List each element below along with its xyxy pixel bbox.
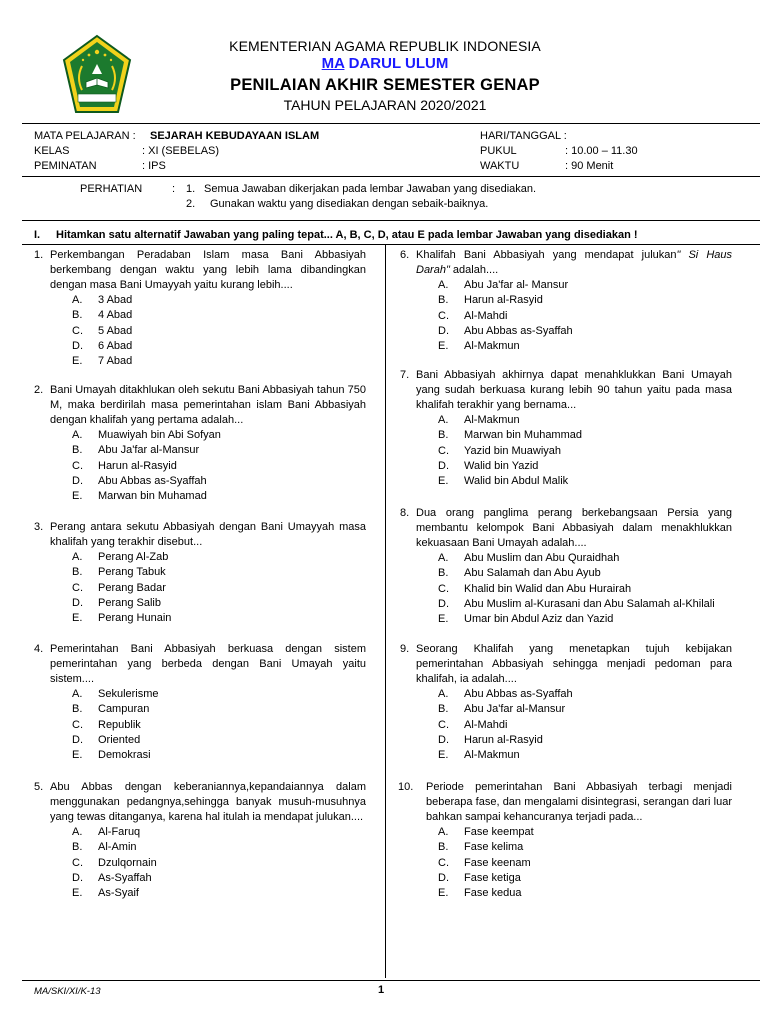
ministry-name: KEMENTERIAN AGAMA REPUBLIK INDONESIA: [229, 38, 541, 54]
option-list: [34, 550, 366, 626]
question-number: 1.: [34, 249, 44, 261]
option-text: Fase ketiga: [464, 871, 521, 884]
option-letter: B.: [438, 703, 449, 716]
option-letter: D.: [72, 871, 83, 884]
option-text: Al-Makmun: [464, 749, 520, 762]
major-value: : IPS: [142, 160, 166, 172]
option[interactable]: [34, 825, 366, 840]
option-letter: C.: [438, 309, 449, 322]
option-list: [400, 687, 732, 763]
option-text: Fase kedua: [464, 887, 522, 900]
question-number: 2.: [34, 384, 44, 396]
option-letter: B.: [438, 294, 449, 307]
info-divider: [22, 176, 760, 177]
question-number: 4.: [34, 643, 44, 655]
option-text: Oriented: [98, 733, 141, 746]
option-text: 3 Abad: [98, 294, 133, 306]
option[interactable]: [400, 733, 732, 748]
option[interactable]: [400, 278, 732, 293]
question-text-start: Khalifah Bani Abbasiyah yang mendapat julukan: [416, 249, 677, 261]
option-text: Demokrasi: [98, 749, 151, 762]
option-letter: E.: [72, 749, 83, 762]
option-text: As-Syaffah: [98, 871, 152, 884]
option[interactable]: [34, 443, 366, 458]
option[interactable]: [34, 886, 366, 901]
question-text: Perang antara sekutu Abbasiyah dengan Bani Umayyah masa khalifah yang terakhir disebut...: [50, 521, 366, 548]
option-letter: B.: [72, 444, 83, 457]
option-letter: C.: [438, 582, 449, 595]
option[interactable]: [400, 840, 732, 855]
option[interactable]: [400, 687, 732, 702]
option[interactable]: [34, 354, 366, 369]
option-letter: C.: [72, 459, 83, 472]
option[interactable]: [400, 718, 732, 733]
option[interactable]: [34, 856, 366, 871]
option-letter: E.: [72, 355, 83, 368]
question-text: Dua orang panglima perang berkebangsaan Persia yang membantu kelompok Bani Abbasiyah dalam menakhlukkan kekuasaan Bani Umayah adalah....: [416, 507, 732, 549]
option-text: 5 Abad: [98, 324, 133, 337]
option-letter: D.: [72, 474, 83, 487]
option[interactable]: [34, 428, 366, 443]
section-number: I.: [34, 229, 41, 241]
option[interactable]: [400, 566, 732, 581]
option-text: Abu Abbas as-Syaffah: [464, 324, 573, 337]
option-text: 6 Abad: [98, 339, 133, 352]
school-prefix: MA: [321, 55, 345, 72]
question-text-end: adalah....: [449, 264, 499, 276]
option-letter: D.: [72, 339, 83, 352]
document-code: MA/SKI/XI/K-13: [34, 986, 101, 997]
school-name: [170, 55, 600, 72]
option-letter: A.: [72, 688, 83, 700]
option[interactable]: [400, 748, 732, 763]
section-text: Hitamkan satu alternatif Jawaban yang paling tepat... A, B, C, D, atau E pada lembar Jawaban yang disediakan !: [56, 229, 638, 241]
option-letter: B.: [438, 841, 449, 854]
page-number: 1: [378, 984, 385, 996]
question-number: 7.: [400, 369, 410, 381]
option[interactable]: [400, 339, 732, 354]
question-text: [416, 248, 732, 278]
notice-2: Gunakan waktu yang disediakan dengan sebaik-baiknya.: [210, 198, 489, 210]
option[interactable]: [400, 474, 732, 489]
option[interactable]: [34, 687, 366, 702]
option-list: [34, 293, 366, 369]
option-letter: D.: [438, 871, 449, 884]
option[interactable]: [34, 611, 366, 626]
option-text: Al-Makmun: [464, 340, 520, 353]
option[interactable]: [400, 856, 732, 871]
option-letter: E.: [72, 490, 83, 503]
option-text: Al-Amin: [98, 841, 137, 854]
option-text: Abu Ja'far al-Mansur: [464, 703, 566, 716]
option-letter: E.: [438, 887, 449, 900]
option-text: Fase kelima: [464, 841, 524, 854]
option[interactable]: [400, 702, 732, 717]
option[interactable]: [34, 293, 366, 308]
question-6: [400, 248, 732, 354]
option-letter: A.: [438, 279, 449, 291]
option-text: Yazid bin Muawiyah: [464, 444, 562, 457]
option-list: [34, 687, 366, 763]
option-text: Abu Abbas as-Syaffah: [98, 474, 207, 487]
option-text: Perang Badar: [98, 581, 166, 594]
option-text: Al-Mahdi: [464, 718, 508, 731]
option-text: Al-Makmun: [464, 414, 520, 426]
footer-divider: [22, 980, 760, 981]
option[interactable]: [400, 309, 732, 324]
option[interactable]: [34, 565, 366, 580]
option-letter: D.: [438, 733, 449, 746]
question-7: [400, 368, 732, 489]
option-text: Perang Hunain: [98, 612, 172, 625]
option-letter: E.: [438, 613, 449, 626]
time-label: WAKTU: [480, 160, 520, 172]
option-text: Perang Tabuk: [98, 566, 166, 579]
option-letter: A.: [438, 688, 449, 700]
hour-value: : 10.00 – 11.30: [565, 145, 638, 157]
academic-year: TAHUN PELAJARAN 2020/2021: [283, 97, 487, 113]
question-text-emphasis: " Si Haus Darah": [416, 249, 732, 276]
option-text: As-Syaif: [98, 887, 139, 900]
option-text: Fase keenam: [464, 856, 531, 869]
question-number: 6.: [400, 249, 410, 261]
option-letter: D.: [72, 596, 83, 609]
option-letter: A.: [72, 294, 83, 306]
question-1: [34, 248, 366, 369]
option-text: Perang Al-Zab: [98, 551, 169, 563]
option-text: Fase keempat: [464, 826, 534, 838]
option-letter: C.: [72, 856, 83, 869]
option-letter: E.: [72, 612, 83, 625]
option-letter: E.: [72, 887, 83, 900]
option-letter: D.: [438, 324, 449, 337]
option-text: Sekulerisme: [98, 688, 159, 700]
question-text: Bani Umayah ditakhlukan oleh sekutu Bani Abbasiyah tahun 750 M, maka berdirilah masa pemerintahan islam Bani Abbasiyah dengan khalifah yang pertama adalah...: [50, 384, 366, 426]
option-letter: A.: [438, 414, 449, 426]
option-letter: A.: [72, 429, 83, 441]
option[interactable]: [400, 886, 732, 901]
option-letter: C.: [438, 444, 449, 457]
subject-label: MATA PELAJARAN :: [34, 130, 136, 142]
option-letter: D.: [438, 459, 449, 472]
notice-1-number: 1.: [186, 183, 196, 195]
option[interactable]: [34, 308, 366, 323]
question-2: [34, 383, 366, 504]
option-text: Dzulqornain: [98, 856, 157, 869]
question-8: [400, 506, 732, 627]
option-text: Marwan bin Muhammad: [464, 429, 582, 442]
day-label: HARI/TANGGAL :: [480, 130, 567, 142]
question-3: [34, 520, 366, 626]
question-text: Seorang Khalifah yang menetapkan tujuh kebijakan pemerintahan Abbasiyah sehingga menjadi pedoman para khalifah, ia adalah....: [416, 643, 732, 685]
notice-label: PERHATIAN: [80, 183, 143, 195]
option-letter: E.: [438, 749, 449, 762]
notice-2-number: 2.: [186, 198, 196, 210]
option-letter: B.: [72, 566, 83, 579]
option-text: Umar bin Abdul Aziz dan Yazid: [464, 613, 614, 626]
option-text: Harun al-Rasyid: [98, 459, 177, 472]
question-text: Bani Abbasiyah akhirnya dapat menahklukkan Bani Umayah yang sudah berkuasa kurang lebih 90 tahun yaitu pada masa khalifah terakhir yang bernama...: [416, 369, 732, 411]
option[interactable]: [400, 597, 732, 612]
option-text: 4 Abad: [98, 309, 133, 322]
subject-value: SEJARAH KEBUDAYAAN ISLAM: [150, 130, 320, 142]
school-logo: [62, 34, 132, 120]
option[interactable]: [34, 581, 366, 596]
hour-label: PUKUL: [480, 145, 517, 157]
option[interactable]: [400, 825, 732, 840]
question-text: Perkembangan Peradaban Islam masa Bani Abbasiyah berkembang dengan waktu yang lebih lama dibandingkan dengan masa Bani Umayyah yaitu kurang lebih....: [50, 249, 366, 291]
option[interactable]: [34, 474, 366, 489]
option[interactable]: [34, 459, 366, 474]
option-letter: E.: [438, 475, 449, 488]
option-letter: C.: [438, 718, 449, 731]
notice-1: Semua Jawaban dikerjakan pada lembar Jawaban yang disediakan.: [204, 183, 537, 195]
option-text: Walid bin Yazid: [464, 459, 539, 472]
option-text: Harun al-Rasyid: [464, 294, 543, 307]
option[interactable]: [34, 702, 366, 717]
option-text: Harun al-Rasyid: [464, 733, 543, 746]
option-text: Abu Salamah dan Abu Ayub: [464, 567, 601, 580]
option[interactable]: [34, 871, 366, 886]
option-text: Perang Salib: [98, 596, 161, 609]
major-label: PEMINATAN: [34, 160, 97, 172]
header-divider: [22, 123, 760, 124]
question-10: [400, 780, 732, 901]
option-text: Republik: [98, 718, 141, 731]
option-text: Abu Muslim dan Abu Quraidhah: [464, 552, 620, 564]
exam-title: PENILAIAN AKHIR SEMESTER GENAP: [230, 76, 540, 94]
question-number: 5.: [34, 781, 44, 793]
option[interactable]: [400, 582, 732, 597]
option-letter: D.: [438, 597, 449, 610]
option-letter: D.: [72, 733, 83, 746]
option-list: [400, 413, 732, 489]
option[interactable]: [34, 718, 366, 733]
option-text: Marwan bin Muhamad: [98, 490, 207, 503]
option[interactable]: [34, 596, 366, 611]
option[interactable]: [34, 840, 366, 855]
option-list: [34, 825, 366, 901]
option-letter: C.: [438, 856, 449, 869]
time-value: : 90 Menit: [565, 160, 614, 172]
option-letter: B.: [438, 567, 449, 580]
option-text: Abu Abbas as-Syaffah: [464, 688, 573, 700]
option-letter: B.: [438, 429, 449, 442]
option-text: Al-Mahdi: [464, 309, 508, 322]
option-letter: C.: [72, 324, 83, 337]
option-letter: C.: [72, 718, 83, 731]
option[interactable]: [400, 428, 732, 443]
option[interactable]: [400, 324, 732, 339]
school-name-text: DARUL ULUM: [348, 55, 449, 72]
column-divider: [385, 244, 386, 978]
option-text: Al-Faruq: [98, 826, 141, 838]
option-text: 7 Abad: [98, 355, 133, 368]
notice-colon: :: [172, 183, 176, 195]
option-text: Walid bin Abdul Malik: [464, 475, 569, 488]
option-text: Abu Muslim al-Kurasani dan Abu Salamah al-Khilali: [464, 597, 715, 610]
option-letter: A.: [72, 826, 83, 838]
notice-divider: [22, 220, 760, 221]
option-text: Abu Ja'far al- Mansur: [464, 279, 569, 291]
option-letter: A.: [438, 552, 449, 564]
option[interactable]: [34, 489, 366, 504]
option-text: Abu Ja'far al-Mansur: [98, 444, 200, 457]
option-letter: A.: [438, 826, 449, 838]
option[interactable]: [400, 293, 732, 308]
question-text: Periode pemerintahan Bani Abbasiyah terbagi menjadi beberapa fase, dan mengalami disintegrasi, serangan dari luar bahkan sampai kehancuranya terjadi pada...: [426, 781, 732, 823]
option[interactable]: [400, 871, 732, 886]
option-text: Khalid bin Walid dan Abu Hurairah: [464, 582, 632, 595]
question-5: [34, 780, 366, 901]
question-number: 3.: [34, 521, 44, 533]
question-text: Pemerintahan Bani Abbasiyah berkuasa dengan sistem pemerintahan yang berbeda dengan Bani Umayah yaitu sistem....: [50, 643, 366, 685]
option[interactable]: [400, 413, 732, 428]
option[interactable]: [34, 339, 366, 354]
option[interactable]: [400, 551, 732, 566]
option[interactable]: [34, 733, 366, 748]
option[interactable]: [34, 550, 366, 565]
option[interactable]: [34, 748, 366, 763]
question-9: [400, 642, 732, 763]
option[interactable]: [400, 459, 732, 474]
option-letter: B.: [72, 309, 83, 322]
option[interactable]: [34, 324, 366, 339]
question-4: [34, 642, 366, 763]
option-list: [400, 278, 732, 354]
question-number: 10.: [398, 781, 414, 793]
question-number: 9.: [400, 643, 410, 655]
option-letter: A.: [72, 551, 83, 563]
option-letter: E.: [438, 340, 449, 353]
question-number: 8.: [400, 507, 410, 519]
option-text: Campuran: [98, 703, 150, 716]
section-divider: [22, 244, 760, 245]
option-list: [400, 825, 732, 901]
option-text: Muawiyah bin Abi Sofyan: [98, 429, 221, 441]
question-text: Abu Abbas dengan keberaniannya,kepandaiannya dalam menggunakan pedangnya,sehingga banyak musuh-musuhnya yang tewas ditanganya, karena hal itulah ia mendapat julukan....: [50, 781, 366, 823]
option-list: [400, 551, 732, 627]
option-list: [34, 428, 366, 504]
option[interactable]: [400, 444, 732, 459]
class-label: KELAS: [34, 145, 70, 157]
option-letter: B.: [72, 841, 83, 854]
option-letter: B.: [72, 703, 83, 716]
option-letter: C.: [72, 581, 83, 594]
option[interactable]: [400, 612, 732, 627]
class-value: : XI (SEBELAS): [142, 145, 220, 157]
